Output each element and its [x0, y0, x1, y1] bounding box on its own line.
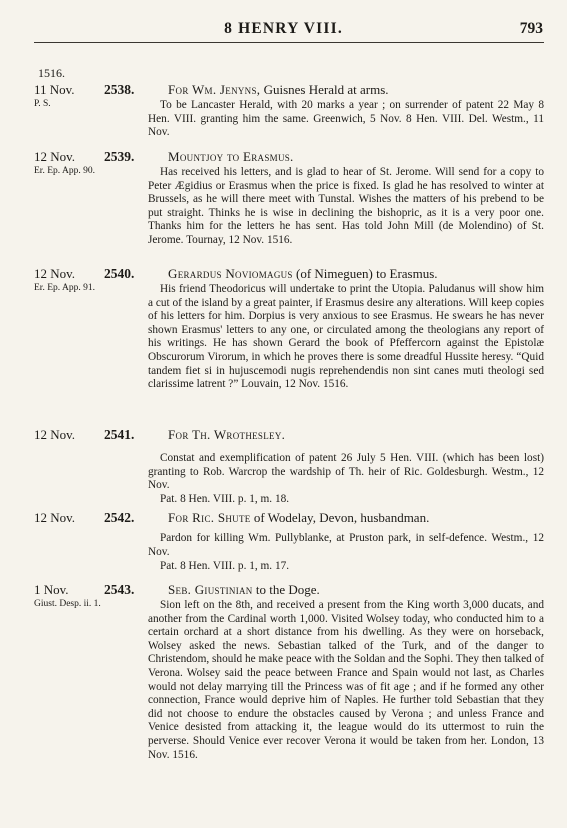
entry-body: Has received his letters, and is glad to hear of St. Jerome. Will send for a copy to Peter Ægidius or Erasmus when the price is fixed. Is glad he has resolved to winter at Brussels, as he will there meet with Tunstal. Wishes the matters of his prebend to be put straight. Thinks he is wise in declining the bishopric, as it is a very poor one. Thanks him for the letters he has sent. Has told John Mill (de Molendino) of St. Jerome. Tournay, 12 Nov. 1516.: [148, 166, 544, 246]
entry-citation: Pat. 8 Hen. VIII. p. 1, m. 17.: [160, 560, 290, 572]
header-rule: [34, 42, 544, 43]
entry-date: 11 Nov.: [34, 82, 75, 97]
entry-number: 2538.: [104, 82, 135, 97]
entry-body: His friend Theodoricus will undertake to print the Utopia. Paludanus will show him a cut of the island by a great painter, if Erasmus desire any alterations. Will keep copies of his letters for him. Dorpius is very anxious to see Erasmus. He swears he has never shown Erasmus' letters to any one, or circulated among the theologians any report of his writings. He has shown Gerard the book of Pfeffercorn against the Epistolæ Obscurorum Virorum, in which he proves there is some dreadful Hussite heresy. “Quid tandem fiet si in hujuscemodi nugis reprehendendis non sint canes muti theologi sed clarissime latrent ?” Louvain, 12 Nov. 1516.: [148, 283, 544, 391]
running-head: [0, 20, 567, 40]
entry-heading: [168, 266, 548, 282]
entry-number: 2541.: [104, 427, 135, 442]
entry-heading-main: For Ric. Shute: [168, 510, 251, 525]
entry-source: Er. Ep. App. 91.: [34, 283, 95, 293]
entry-number: 2540.: [104, 266, 135, 281]
entry-source: Giust. Desp. ii. 1.: [34, 599, 101, 609]
entry-heading-main: For Th. Wrothesley.: [168, 427, 286, 442]
entry-heading-rest: to the Doge.: [252, 582, 320, 597]
entry-body: Pardon for killing Wm. Pullyblanke, at Pruston park, in self-defence. Westm., 12 Nov.: [148, 532, 544, 558]
entry-date: 12 Nov.: [34, 149, 76, 164]
entry-body: Constat and exemplification of patent 26 July 5 Hen. VIII. (which has been lost) granting to Rob. Warcrop the wardship of Th. heir of Ric. Goldesburgh. Westm., 12 Nov.: [148, 452, 544, 492]
entry-heading-main: For Wm. Jenyns,: [168, 82, 261, 97]
running-title: 8 HENRY VIII.: [224, 20, 343, 37]
entry-source: Er. Ep. App. 90.: [34, 166, 95, 176]
entry-citation: Pat. 8 Hen. VIII. p. 1, m. 18.: [160, 493, 290, 505]
entry-heading: [168, 149, 548, 165]
entry-source: P. S.: [34, 99, 51, 109]
entry-date: 1 Nov.: [34, 582, 69, 597]
entry-heading: [168, 582, 548, 598]
entry-heading-main: Gerardus Noviomagus: [168, 266, 293, 281]
entry-heading: [168, 510, 548, 526]
entry-date: 12 Nov.: [34, 266, 76, 281]
entry-heading: [168, 427, 548, 443]
entry-heading-main: Seb. Giustinian: [168, 582, 253, 597]
entry-body: To be Lancaster Herald, with 20 marks a year ; on surrender of patent 22 May 8 Hen. VIII. granting him the same. Greenwich, 5 Nov. 8 Hen. VIII. Del. Westm., 11 Nov.: [148, 99, 544, 139]
entry-number: 2539.: [104, 149, 135, 164]
year-label: 1516.: [38, 66, 65, 80]
entry-date: 12 Nov.: [34, 510, 76, 525]
entry-heading-main: Mountjoy to Erasmus.: [168, 149, 294, 164]
entry-heading-rest: of Wodelay, Devon, husbandman.: [250, 510, 430, 525]
entry-number: 2543.: [104, 582, 135, 597]
page-number: 793: [519, 20, 543, 37]
entry-date: 12 Nov.: [34, 427, 76, 442]
entry-body: Sion left on the 8th, and received a present from the King worth 3,000 ducats, and another from the Cardinal worth 1,000. Visited Wolsey today, who conducted him to a certain orchard at a short distance from his dwelling. As they were on horseback, Wolsey asked the news. Sebastian talked of the Turk, and of the danger to Christendom, should he make peace with the Soldan and the Sophi. They then talked of Verona. Wolsey said the peace between France and Spain would not last, as Charles would not delay marrying till the Princess was of fit age ; and if he formed any other connection, France would deprive him of Naples. He further told Sebastian that they did not choose to endure the obstacles caused by Verona ; and unless France and Venice desisted from attacking it, the league would do its uttermost to ruin the perverse. Should Venice ever recover Verona it would be taken from her. London, 13 Nov. 1516.: [148, 599, 544, 761]
entry-number: 2542.: [104, 510, 135, 525]
entry-heading-rest: Guisnes Herald at arms.: [260, 82, 389, 97]
entry-heading-rest: (of Nimeguen) to Erasmus.: [292, 266, 438, 281]
entry-heading: [168, 82, 548, 98]
